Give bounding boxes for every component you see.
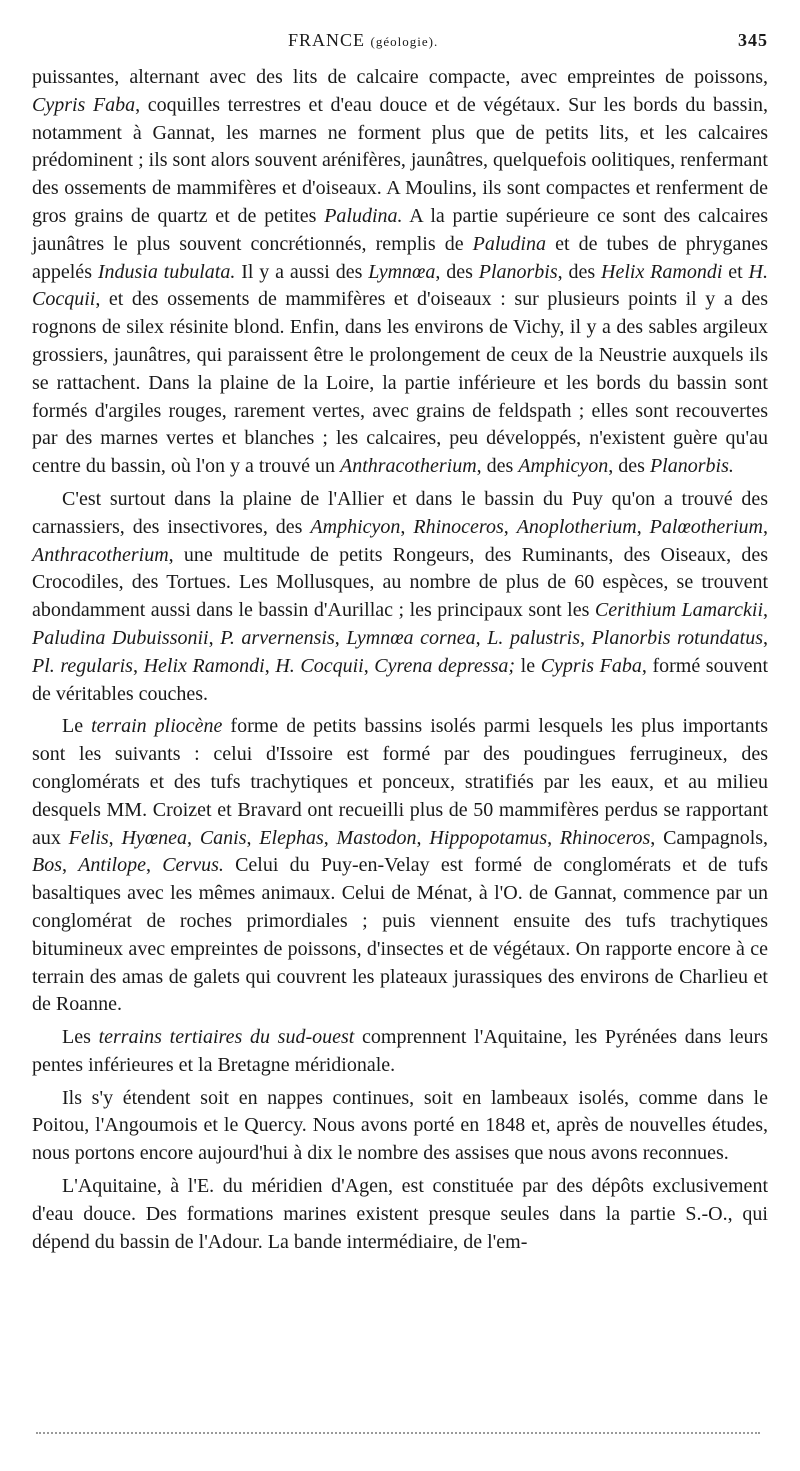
paragraph-6 <box>32 1173 768 1256</box>
text-run: , <box>246 826 260 849</box>
text-run: A la partie supérieure ce sont des calcaires jaunâtres le plus souvent concrétionnés, remplis de <box>32 204 768 255</box>
running-header <box>32 30 768 58</box>
italic-term: Pl. regularis <box>32 654 133 677</box>
italic-term: Cyrena depressa; <box>374 654 516 677</box>
italic-term: P. arvernensis <box>220 626 335 649</box>
text-run: , des <box>557 260 602 283</box>
text-run: L'Aquitaine, à l'E. du méridien d'Agen, est constituée par des dépôts exclusivement d'eau douce. Des formations marines existent presque seules dans la partie S.-O., qui dépend du bassin de l'Adour. La bande intermédiaire, de l'em- <box>32 1175 768 1253</box>
italic-term: Amphicyon <box>518 455 609 478</box>
italic-term: terrains tertiaires du sud-ouest <box>98 1026 355 1049</box>
italic-term: Cervus. <box>162 854 224 877</box>
italic-term: Helix Ramondi <box>143 654 265 677</box>
text-run: , <box>264 654 276 677</box>
text-run: , une multitude de petits Rongeurs, des Ruminants, des Oiseaux, des Crocodiles, des Tortues. Les Mollusques, au nombre de plus de 60 espèces, se trouvent abondamment aussi dans le bassin d'Aurillac ; les principaux sont les <box>32 543 768 622</box>
text-run: , <box>62 854 79 877</box>
italic-term: Antilope <box>78 854 146 877</box>
text-run: , formé souvent de véritables couches. <box>32 654 769 705</box>
text-run: le <box>515 654 541 677</box>
text-run: , <box>636 515 650 538</box>
italic-term: L. palustris <box>487 626 580 649</box>
italic-term: Palœotherium <box>649 515 764 538</box>
text-run: C'est surtout dans la plaine de l'Allier et dans le bassin du Puy qu'on a trouvé des carnassiers, des insectivores, des <box>32 487 768 538</box>
text-run: , <box>416 826 430 849</box>
text-run: puissantes, alternant avec des lits de calcaire compacte, avec empreintes de poissons, <box>32 66 768 88</box>
page-number: 345 <box>738 30 768 50</box>
italic-term: Elephas <box>259 826 324 849</box>
italic-term: Planorbis rotundatus <box>591 626 763 649</box>
text-run: , <box>108 826 122 849</box>
italic-term: Hippopotamus <box>429 826 548 849</box>
italic-term: Helix Ramondi <box>601 260 723 283</box>
paragraph-1 <box>32 64 768 481</box>
italic-term: Hyœnea <box>121 826 188 849</box>
text-run: , <box>763 599 768 622</box>
italic-term: H. Cocquii <box>275 654 364 677</box>
running-title: FRANCE (géologie). <box>288 30 439 50</box>
italic-term: terrain pliocène <box>91 715 223 738</box>
text-run: comprennent l'Aquitaine, les Pyrénées dans leurs pentes inférieures et la Bretagne méridionale. <box>32 1026 768 1076</box>
text-run: et <box>722 260 749 283</box>
italic-term: Planorbis <box>478 260 558 283</box>
text-run: forme de petits bassins isolés parmi lesquels les plus importants sont les suivants : celui d'Issoire est formé par des poudingues ferrugineux, des conglomérats et des tufs trachytiques et ponceux, stratifiés par les eaux, et au milieu desquels MM. Croizet et Bravard ont recueilli plus de 50 mammifères perdus se rapportant aux <box>32 715 768 849</box>
text-run: Ils s'y étendent soit en nappes continues, soit en lambeaux isolés, comme dans le Poitou, l'Angoumois et le Quercy. Nous avons porté en 1848 et, après de nouvelles études, nous portons encore aujourd'hui à dix le nombre des assises que nous avons reconnues. <box>32 1086 768 1165</box>
text-run: , Campagnols, <box>650 826 769 849</box>
text-run: , <box>145 854 163 877</box>
text-run: et de tubes de phryganes appelés <box>32 232 768 283</box>
text-run: Le <box>62 715 92 738</box>
text-run: , et des ossements de mammifères et d'oiseaux : sur plusieurs points il y a des rognons de silex résinite blond. Enfin, dans les environs de Vichy, il y a des sables argileux grossiers, jaunâtres, qui paraissent être le prolongement de ceux de la Neustrie auxquels ils se rattachent. Dans la plaine de la Loire, la partie inférieure et les bords du bassin sont formés d'argiles rouges, rarement vertes, avec grains de feldspath ; elles sont recouvertes par des marnes vertes et blanches ; les calcaires, peu développés, n'existent guère qu'au centre du bassin, où l'on y a trouvé un <box>32 288 768 478</box>
paragraph-3 <box>32 713 768 1019</box>
text-run: , <box>187 826 200 849</box>
text-run: , des <box>476 455 519 478</box>
italic-term: Cypris Faba <box>32 93 136 116</box>
page-body <box>32 64 768 1256</box>
paragraph-2 <box>32 486 768 708</box>
text-run: Les <box>62 1026 99 1049</box>
italic-term: Cypris Faba <box>540 654 642 677</box>
italic-term: Canis <box>199 826 247 849</box>
text-run: , <box>334 626 347 649</box>
text-run: , <box>363 654 375 677</box>
text-run: , <box>323 826 337 849</box>
text-run: , <box>400 515 414 538</box>
italic-term: Mastodon <box>336 826 417 849</box>
italic-term: Paludina <box>472 232 546 255</box>
running-title-subject: (géologie). <box>370 34 439 49</box>
text-run: Il y a aussi des <box>235 260 369 283</box>
text-run: , <box>579 626 592 649</box>
italic-term: Paludina. <box>324 204 403 227</box>
text-run: , <box>503 515 517 538</box>
text-run: , <box>475 626 488 649</box>
text-run: , des <box>435 260 479 283</box>
italic-term: Rhinoceros <box>559 826 651 849</box>
italic-term: H. Cocquii <box>32 260 768 311</box>
italic-term: Anoplotherium <box>516 515 637 538</box>
text-run: , des <box>608 455 650 478</box>
italic-term: Anthracotherium <box>339 455 477 478</box>
text-run: , <box>763 626 768 649</box>
paragraph-5 <box>32 1085 768 1168</box>
bottom-dotted-rule <box>36 1432 760 1434</box>
paragraph-4 <box>32 1024 768 1080</box>
italic-term: Bos <box>32 854 62 877</box>
italic-term: Cerithium Lamarckii <box>594 599 763 622</box>
italic-term: Indusia tubulata. <box>97 260 236 283</box>
text-run: , <box>132 654 144 677</box>
text-run: , coquilles terrestres et d'eau douce et de végétaux. Sur les bords du bassin, notamment à Gannat, les marnes ne forment plus que de petits lits, et les calcaires prédominent ; ils sont alors souvent arénifères, jaunâtres, quelquefois oolitiques, renfermant des ossements de mammifères et d'oiseaux. A Moulins, ils sont compactes et renferment de gros grains de quartz et de petites <box>32 93 769 227</box>
text-run: Celui du Puy-en-Velay est formé de conglomérats et de tufs basaltiques avec les mêmes animaux. Celui de Ménat, à l'O. de Gannat, commence par un conglomérat de roches primordiales ; puis viennent ensuite des tufs trachytiques bitumineux avec empreintes de poissons, d'insectes et de végétaux. On rapporte encore à ce terrain des amas de galets qui couvrent les plateaux jurassiques des environs de Charlieu et de Roanne. <box>32 854 769 1016</box>
italic-term: Lymnœa cornea <box>346 626 476 649</box>
text-run: , <box>763 515 769 538</box>
text-run: , <box>547 826 560 849</box>
italic-term: Felis <box>68 826 109 849</box>
italic-term: Rhinoceros <box>413 515 504 538</box>
text-run: , <box>208 626 221 649</box>
italic-term: Anthracotherium <box>32 543 169 566</box>
italic-term: Paludina Dubuissonii <box>32 626 209 649</box>
italic-term: Amphicyon <box>310 515 401 538</box>
italic-term: Lymnœa <box>368 260 436 283</box>
italic-term: Planorbis. <box>649 455 734 478</box>
